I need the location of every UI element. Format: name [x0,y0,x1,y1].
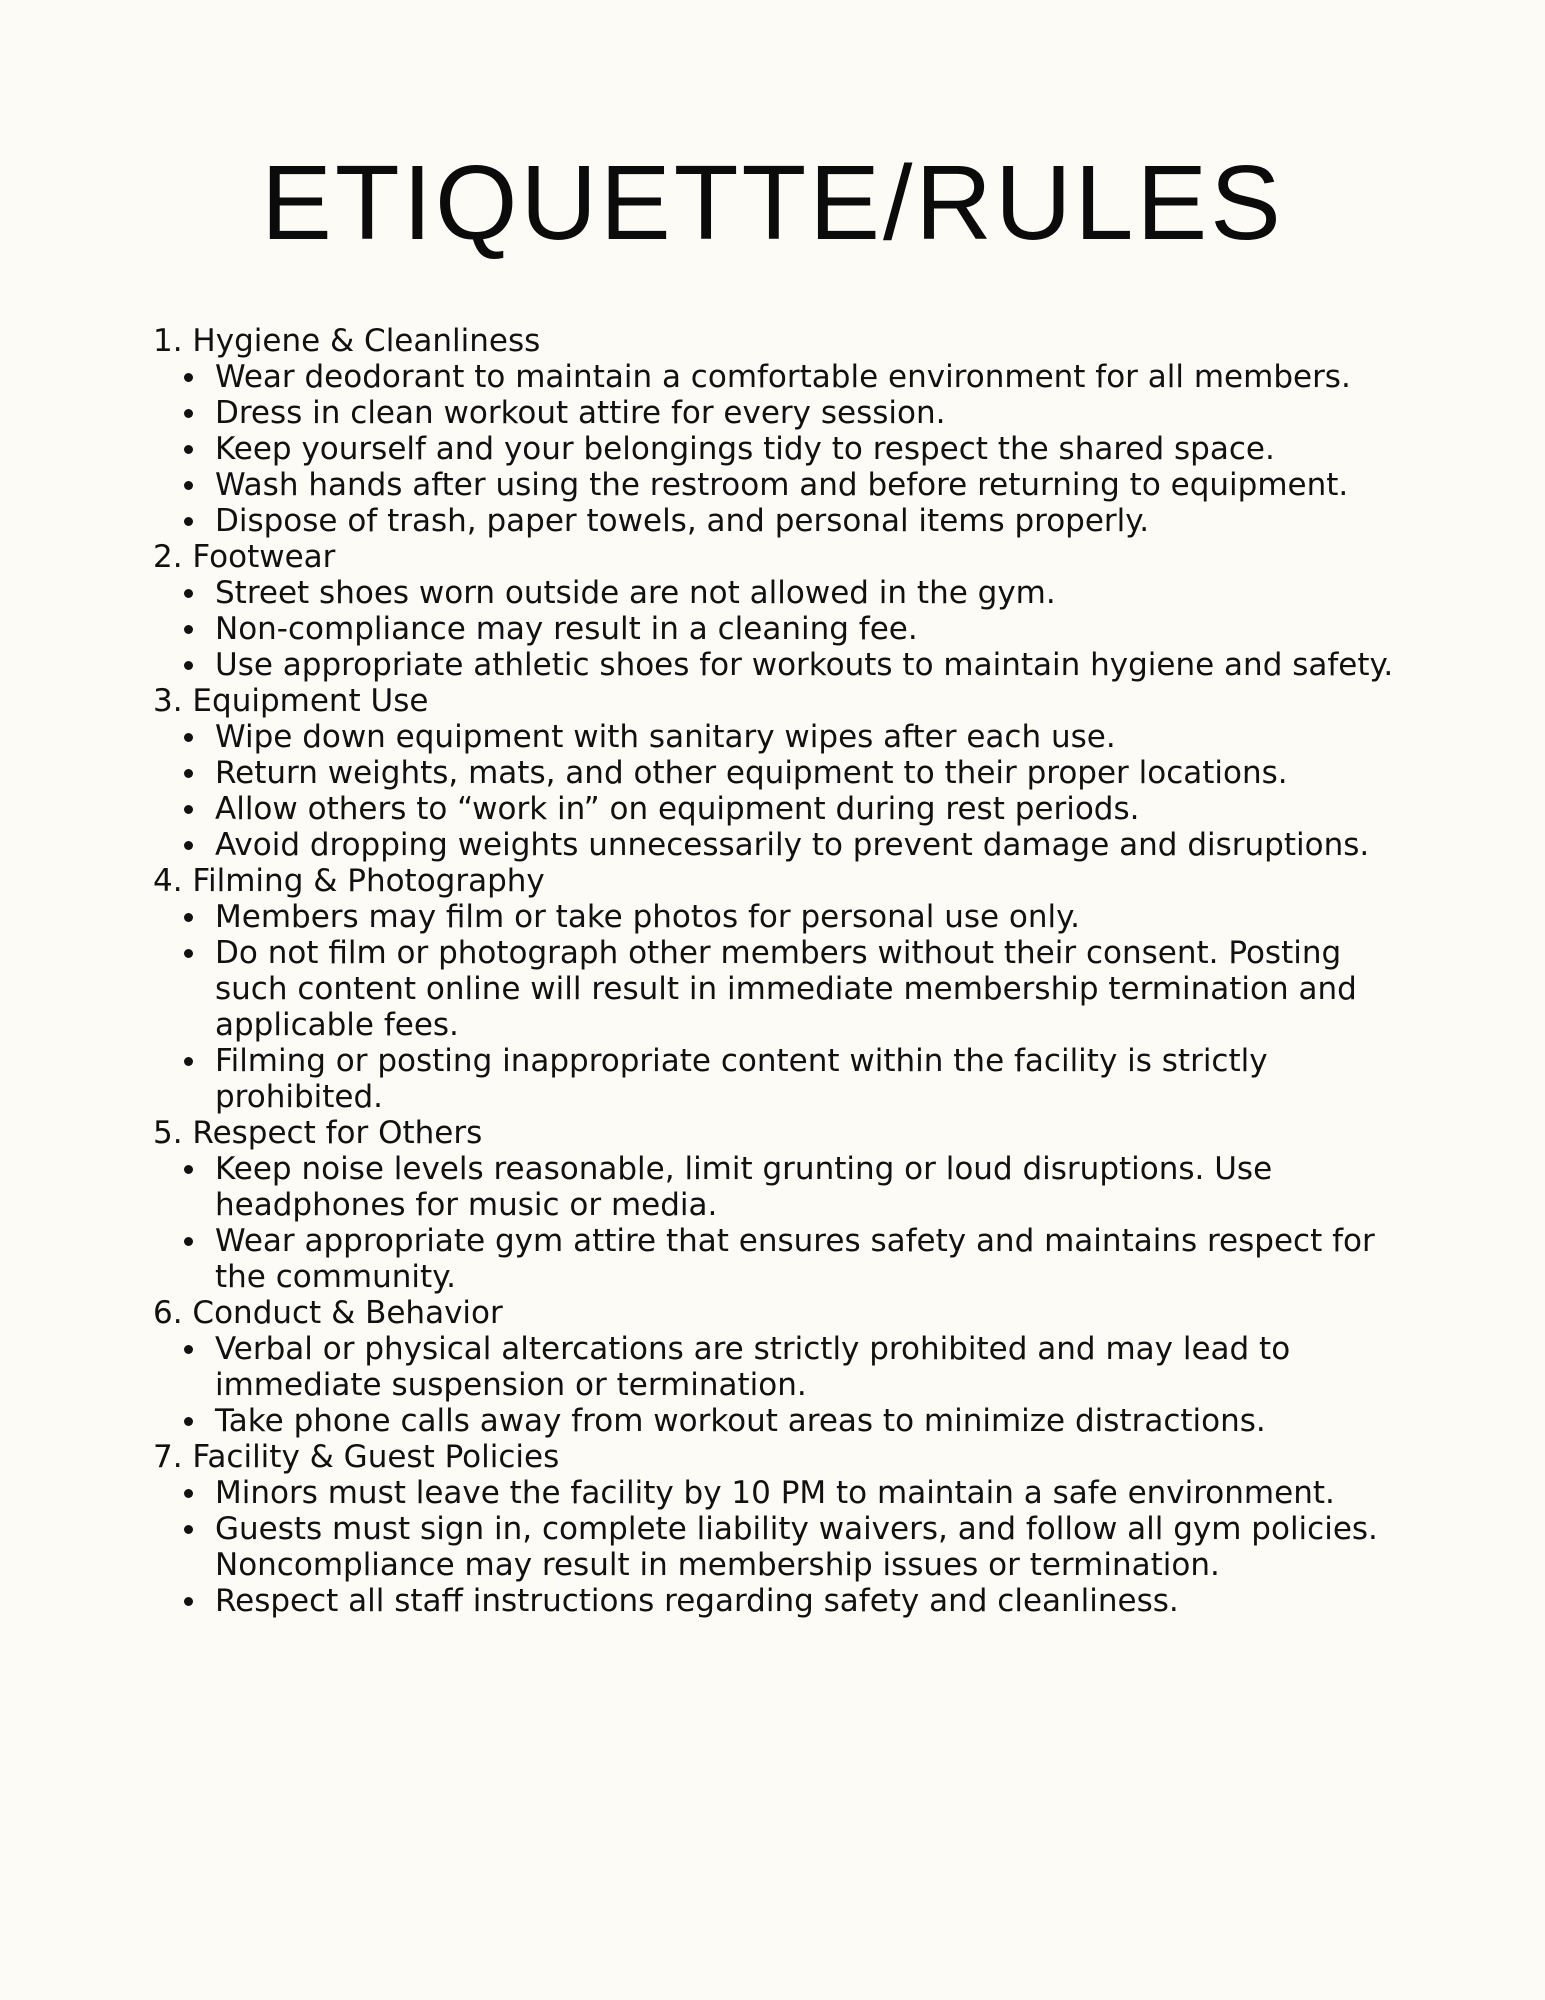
list-item: Respect all staff instructions regarding safety and cleanliness. [153,1583,1403,1619]
section-heading: 3. Equipment Use [153,683,429,719]
bullet-list [153,1151,1403,1295]
list-item: Allow others to “work in” on equipment during rest periods. [153,791,1403,827]
bullet-list [153,1331,1403,1439]
list-item: Street shoes worn outside are not allowed in the gym. [153,575,1403,611]
bullet-list [153,899,1403,1115]
list-item: Wear deodorant to maintain a comfortable environment for all members. [153,359,1403,395]
list-item: Take phone calls away from workout areas to minimize distractions. [153,1403,1403,1439]
list-item: Avoid dropping weights unnecessarily to prevent damage and disruptions. [153,827,1403,863]
section-heading: 4. Filming & Photography [153,863,545,899]
section-footwear [153,539,1403,683]
list-item: Members may film or take photos for personal use only. [153,899,1403,935]
list-item: Dress in clean workout attire for every session. [153,395,1403,431]
list-item: Minors must leave the facility by 10 PM to maintain a safe environment. [153,1475,1403,1511]
list-item: Return weights, mats, and other equipment to their proper locations. [153,755,1403,791]
list-item: Keep noise levels reasonable, limit grunting or loud disruptions. Use headphones for music or media. [153,1151,1403,1223]
list-item: Wear appropriate gym attire that ensures safety and maintains respect for the community. [153,1223,1403,1295]
bullet-list [153,359,1403,539]
rules-list [153,323,1403,1619]
section-facility [153,1439,1403,1619]
list-item: Use appropriate athletic shoes for workouts to maintain hygiene and safety. [153,647,1403,683]
list-item: Verbal or physical altercations are strictly prohibited and may lead to immediate suspension or termination. [153,1331,1403,1403]
list-item: Dispose of trash, paper towels, and personal items properly. [153,503,1403,539]
page-title: ETIQUETTE/RULES [261,144,1284,262]
bullet-list [153,575,1403,683]
section-heading: 6. Conduct & Behavior [153,1295,503,1331]
bullet-list [153,1475,1403,1619]
list-item: Non-compliance may result in a cleaning fee. [153,611,1403,647]
list-item: Guests must sign in, complete liability waivers, and follow all gym policies. Noncompliance may result in membership issues or termination. [153,1511,1403,1583]
list-item: Do not film or photograph other members without their consent. Posting such content online will result in immediate membership termination and applicable fees. [153,935,1403,1043]
list-item: Keep yourself and your belongings tidy to respect the shared space. [153,431,1403,467]
bullet-list [153,719,1403,863]
list-item: Filming or posting inappropriate content within the facility is strictly prohibited. [153,1043,1403,1115]
section-hygiene [153,323,1403,539]
section-equipment [153,683,1403,863]
section-conduct [153,1295,1403,1439]
section-heading: 2. Footwear [153,539,336,575]
section-filming [153,863,1403,1115]
section-respect [153,1115,1403,1295]
section-heading: 7. Facility & Guest Policies [153,1439,560,1475]
list-item: Wash hands after using the restroom and before returning to equipment. [153,467,1403,503]
section-heading: 5. Respect for Others [153,1115,483,1151]
list-item: Wipe down equipment with sanitary wipes after each use. [153,719,1403,755]
section-heading: 1. Hygiene & Cleanliness [153,323,541,359]
